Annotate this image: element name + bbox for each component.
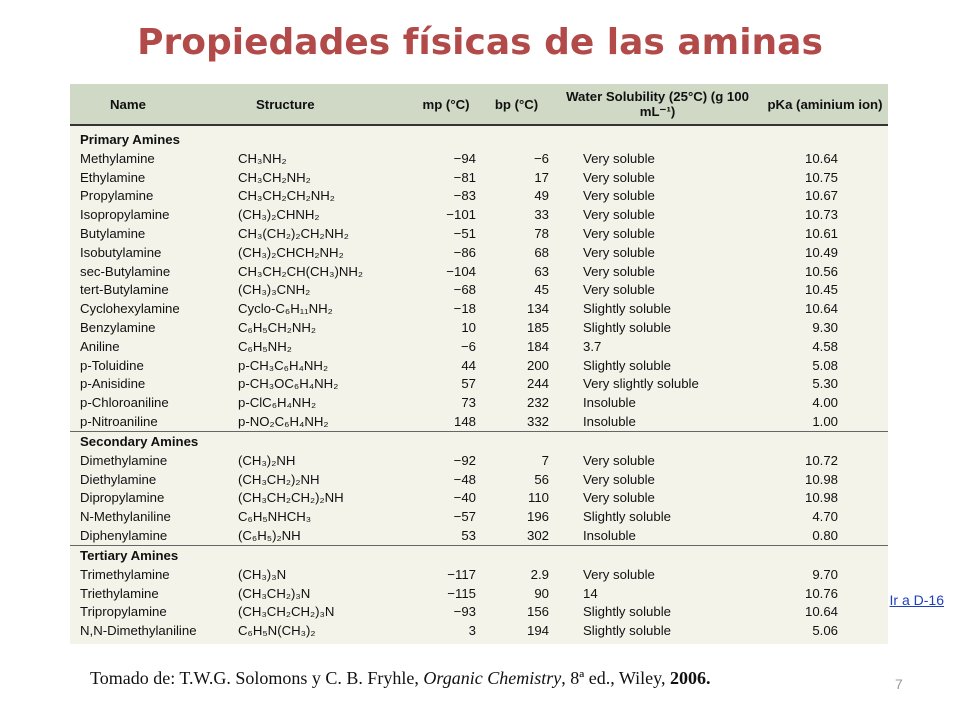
table-row: [70, 412, 888, 431]
group-label: Primary Amines: [80, 132, 180, 147]
table-body: [70, 125, 888, 640]
cell-structure: (CH₃CH₂CH₂)₃N: [238, 604, 335, 620]
cell-name: Methylamine: [80, 150, 155, 166]
amines-table-panel: [70, 84, 888, 644]
cell-structure: (CH₃)₂CHCH₂NH₂: [238, 244, 344, 260]
cell-structure: CH₃CH₂CH₂NH₂: [238, 188, 335, 204]
cell-mp: −93: [453, 604, 476, 620]
cell-solubility: Very soluble: [583, 282, 655, 298]
cell-mp: −18: [453, 301, 476, 317]
citation-suffix: , 8ª ed., Wiley,: [561, 668, 670, 688]
cell-bp: 45: [534, 282, 549, 298]
table-row: [70, 299, 888, 318]
cell-name: Cyclohexylamine: [80, 301, 180, 317]
cell-name: tert-Butylamine: [80, 282, 169, 298]
cell-mp: 3: [468, 623, 476, 639]
header-name: Name: [70, 84, 234, 125]
cell-pka: 10.64: [804, 604, 838, 620]
cell-bp: 185: [526, 320, 549, 336]
cell-structure: (CH₃CH₂)₂NH: [238, 471, 320, 487]
cell-solubility: Very soluble: [583, 169, 655, 185]
cell-pka: 10.64: [804, 150, 838, 166]
cell-structure: (CH₃)₃CNH₂: [238, 282, 311, 298]
cell-structure: CH₃CH₂NH₂: [238, 169, 311, 185]
cell-solubility: 3.7: [583, 338, 602, 354]
header-bp: bp (°C): [480, 84, 553, 125]
cell-solubility: Very soluble: [583, 452, 655, 468]
cell-structure: C₆H₅N(CH₃)₂: [238, 623, 316, 639]
cell-bp: 244: [526, 376, 549, 392]
cell-bp: 156: [526, 604, 549, 620]
cell-solubility: Very soluble: [583, 188, 655, 204]
header-structure: Structure: [234, 84, 412, 125]
cell-mp: 57: [461, 376, 476, 392]
cell-mp: −94: [453, 150, 476, 166]
cell-structure: C₆H₅NHCH₃: [238, 509, 312, 525]
cell-structure: C₆H₅CH₂NH₂: [238, 320, 317, 336]
cell-mp: −6: [460, 338, 476, 354]
cell-mp: −115: [447, 585, 476, 601]
header-solubility: Water Solubility (25°C) (g 100 mL⁻¹): [553, 84, 762, 125]
cell-name: N,N-Dimethylaniline: [80, 623, 197, 639]
table-row: [70, 205, 888, 224]
cell-mp: −92: [453, 452, 476, 468]
cell-mp: −117: [447, 566, 476, 582]
cell-bp: 302: [526, 528, 549, 544]
cell-structure: p-CH₃OC₆H₄NH₂: [238, 376, 339, 392]
table-row: [70, 337, 888, 356]
cell-name: Diethylamine: [80, 471, 157, 487]
cell-name: Isobutylamine: [80, 244, 162, 260]
table-header-row: [70, 84, 888, 125]
cell-mp: −68: [453, 282, 476, 298]
cell-name: Dipropylamine: [80, 490, 165, 506]
cell-bp: 110: [527, 490, 549, 506]
cell-mp: 73: [461, 395, 476, 411]
cell-solubility: Slightly soluble: [583, 320, 671, 336]
cell-name: Propylamine: [80, 188, 154, 204]
table-row: [70, 621, 888, 640]
table-row: [70, 224, 888, 243]
cell-mp: −57: [453, 509, 476, 525]
cell-pka: 9.70: [812, 566, 838, 582]
cell-structure: (CH₃CH₂)₃N: [238, 585, 311, 601]
cell-bp: 194: [526, 623, 549, 639]
cell-solubility: Slightly soluble: [583, 509, 671, 525]
cell-structure: (CH₃CH₂CH₂)₂NH: [238, 490, 344, 506]
cell-mp: −81: [453, 169, 476, 185]
cell-structure: p-ClC₆H₄NH₂: [238, 395, 317, 411]
cell-mp: −40: [453, 490, 476, 506]
table-row: [70, 470, 888, 489]
cell-name: Trimethylamine: [80, 566, 170, 582]
table-row: [70, 168, 888, 187]
cell-pka: 4.58: [812, 338, 838, 354]
cell-solubility: Very slightly soluble: [583, 376, 699, 392]
slide-title: Propiedades físicas de las aminas: [137, 22, 823, 63]
table-row: [70, 375, 888, 394]
cell-bp: 68: [534, 244, 549, 260]
cell-structure: Cyclo-C₆H₁₁NH₂: [238, 301, 333, 317]
cell-structure: (CH₃)₂NH: [238, 452, 296, 468]
cell-bp: 134: [526, 301, 549, 317]
cell-structure: p-CH₃C₆H₄NH₂: [238, 357, 329, 373]
cell-solubility: Insoluble: [583, 528, 636, 544]
cell-pka: 4.00: [812, 395, 838, 411]
table-row: [70, 526, 888, 545]
cell-structure: (CH₃)₂CHNH₂: [238, 207, 320, 223]
cell-pka: 5.06: [812, 623, 838, 639]
cell-bp: 332: [526, 414, 549, 430]
cell-bp: 49: [534, 188, 549, 204]
cell-bp: −6: [533, 150, 549, 166]
citation-book-title: Organic Chemistry: [423, 668, 562, 688]
header-pka: pKa (aminium ion): [762, 84, 888, 125]
cell-bp: 78: [534, 226, 549, 242]
cell-name: Butylamine: [80, 226, 146, 242]
cell-solubility: Slightly soluble: [583, 623, 671, 639]
cell-name: N-Methylaniline: [80, 509, 171, 525]
cell-pka: 10.45: [804, 282, 838, 298]
cell-bp: 232: [526, 395, 549, 411]
table-row: [70, 318, 888, 337]
cell-name: p-Nitroaniline: [80, 414, 158, 430]
cell-pka: 10.98: [804, 490, 838, 506]
cell-structure: (C₆H₅)₂NH: [238, 528, 301, 544]
cell-mp: −101: [446, 207, 476, 223]
go-to-d16-link[interactable]: Ir a D-16: [889, 592, 944, 608]
table-row: [70, 187, 888, 206]
cell-pka: 1.00: [812, 414, 838, 430]
cell-mp: 44: [461, 357, 476, 373]
cell-bp: 33: [534, 207, 549, 223]
cell-pka: 10.64: [804, 301, 838, 317]
cell-bp: 7: [541, 452, 549, 468]
table-row: [70, 565, 888, 584]
table-group-row: [70, 125, 888, 149]
header-mp: mp (°C): [412, 84, 480, 125]
table-row: [70, 243, 888, 262]
table-row: [70, 149, 888, 168]
cell-solubility: Very soluble: [583, 490, 655, 506]
cell-solubility: Very soluble: [583, 471, 655, 487]
cell-pka: 10.73: [804, 207, 838, 223]
cell-pka: 10.72: [804, 452, 838, 468]
table-row: [70, 507, 888, 526]
cell-mp: −104: [446, 263, 476, 279]
cell-solubility: Insoluble: [583, 414, 636, 430]
cell-pka: 10.56: [804, 263, 838, 279]
cell-structure: CH₃CH₂CH(CH₃)NH₂: [238, 263, 363, 279]
citation-prefix: Tomado de: T.W.G. Solomons y C. B. Fryhle,: [90, 668, 424, 688]
cell-pka: 10.49: [804, 244, 838, 260]
cell-solubility: Very soluble: [583, 226, 655, 242]
cell-bp: 200: [526, 357, 549, 373]
cell-name: sec-Butylamine: [80, 263, 171, 279]
cell-bp: 56: [534, 471, 549, 487]
page-number: 7: [895, 676, 903, 692]
source-citation: [90, 668, 710, 689]
cell-solubility: Very soluble: [583, 207, 655, 223]
cell-pka: 10.61: [804, 226, 838, 242]
cell-name: p-Anisidine: [80, 376, 146, 392]
cell-bp: 63: [534, 263, 549, 279]
table-row: [70, 584, 888, 603]
table-row: [70, 451, 888, 470]
cell-solubility: Very soluble: [583, 263, 655, 279]
cell-pka: 10.75: [804, 169, 838, 185]
cell-name: Tripropylamine: [80, 604, 167, 620]
cell-name: Ethylamine: [80, 169, 146, 185]
cell-mp: −86: [453, 244, 476, 260]
cell-bp: 184: [526, 338, 549, 354]
cell-solubility: Very soluble: [583, 244, 655, 260]
table-group-row: [70, 431, 888, 451]
citation-year: 2006.: [669, 668, 711, 688]
cell-mp: −48: [453, 471, 476, 487]
cell-solubility: Slightly soluble: [583, 301, 671, 317]
cell-pka: 10.98: [804, 471, 838, 487]
amines-properties-table: [70, 84, 888, 640]
cell-name: p-Toluidine: [80, 357, 144, 373]
cell-mp: 10: [461, 320, 476, 336]
cell-pka: 4.70: [812, 509, 838, 525]
cell-bp: 2.9: [530, 566, 549, 582]
cell-name: p-Chloroaniline: [80, 395, 169, 411]
cell-name: Triethylamine: [80, 585, 159, 601]
table-group-row: [70, 545, 888, 565]
table-row: [70, 393, 888, 412]
cell-structure: CH₃NH₂: [238, 150, 287, 166]
group-label: Tertiary Amines: [70, 545, 888, 565]
cell-structure: p-NO₂C₆H₄NH₂: [238, 414, 329, 430]
cell-solubility: 14: [583, 585, 598, 601]
cell-solubility: Very soluble: [583, 566, 655, 582]
cell-bp: 90: [534, 585, 549, 601]
cell-pka: 10.67: [804, 188, 838, 204]
cell-solubility: Slightly soluble: [583, 604, 671, 620]
cell-name: Dimethylamine: [80, 452, 168, 468]
group-label: Secondary Amines: [70, 431, 888, 451]
cell-pka: 5.08: [812, 357, 838, 373]
cell-mp: 53: [461, 528, 476, 544]
cell-solubility: Slightly soluble: [583, 357, 671, 373]
cell-structure: CH₃(CH₂)₂CH₂NH₂: [238, 226, 349, 242]
cell-structure: C₆H₅NH₂: [238, 338, 292, 354]
table-row: [70, 603, 888, 622]
cell-solubility: Very soluble: [583, 150, 655, 166]
cell-pka: 0.80: [812, 528, 838, 544]
cell-structure: (CH₃)₃N: [238, 566, 287, 582]
cell-name: Isopropylamine: [80, 207, 170, 223]
cell-pka: 10.76: [804, 585, 838, 601]
cell-name: Aniline: [80, 338, 120, 354]
cell-pka: 5.30: [812, 376, 838, 392]
cell-bp: 17: [534, 169, 549, 185]
cell-pka: 9.30: [812, 320, 838, 336]
cell-name: Diphenylamine: [80, 528, 168, 544]
cell-mp: −83: [453, 188, 476, 204]
cell-name: Benzylamine: [80, 320, 156, 336]
cell-bp: 196: [526, 509, 549, 525]
table-row: [70, 262, 888, 281]
table-row: [70, 356, 888, 375]
cell-mp: 148: [453, 414, 476, 430]
table-row: [70, 489, 888, 508]
cell-mp: −51: [453, 226, 476, 242]
cell-solubility: Insoluble: [583, 395, 636, 411]
table-row: [70, 281, 888, 300]
